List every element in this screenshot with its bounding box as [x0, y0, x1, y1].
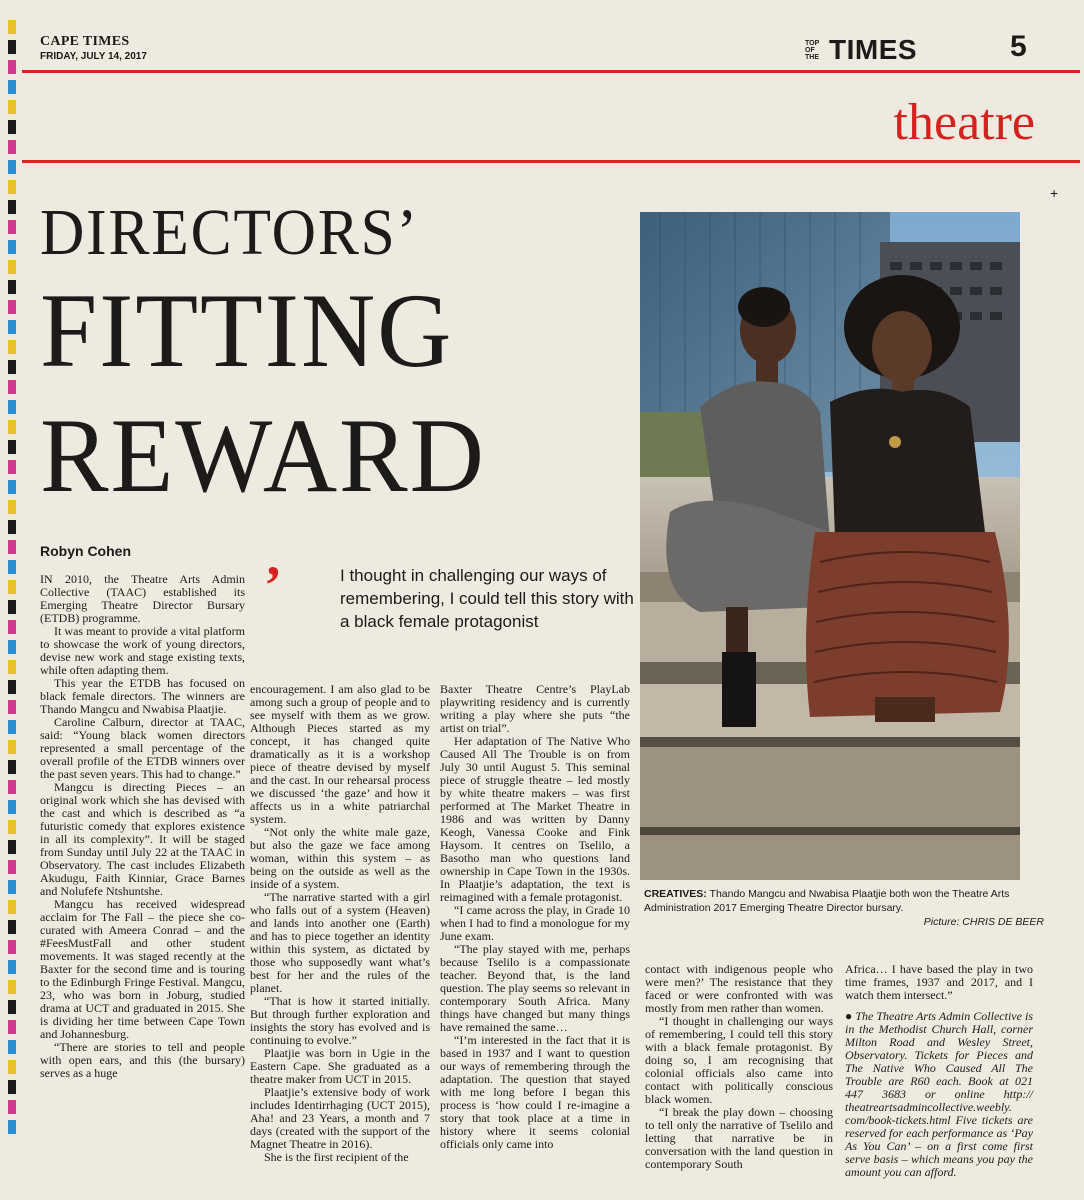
page-number: 5: [1010, 30, 1027, 63]
caption-label: CREATIVES:: [644, 888, 707, 900]
paragraph: It was meant to provide a vital platform to showcase the work of young directors, devise new work and stage existing texts, while often adapting them.: [40, 624, 245, 677]
logo-word-of: OF: [805, 46, 815, 54]
headline-line-1: DIRECTORS’: [40, 196, 419, 269]
article-column-1: [40, 573, 245, 1080]
event-info: ● The Theatre Arts Admin Collective is in the Methodist Church Hall, corner Milton Road and Wesley Street, Observatory. Tickets for Pieces and The Native Who Caused All The Trouble are R60 each. Book at 021 447 3683 or online http:// theatreartsadmincollective.weebly. com/book-tickets.html Five tickets are reserved for each performance as ‘Pay As You Can’ – on a first come first serve basis – which means you pay the amount you can afford.: [845, 1009, 1033, 1179]
paragraph: This year the ETDB has focused on black female directors. The winners are Thando Mangcu and Nwabisa Plaatjie.: [40, 676, 245, 716]
paragraph: contact with indigenous people who were men?’ The resistance that they faced or were confronted with was mostly from men rather than women.: [645, 962, 833, 1015]
section-title: theatre: [893, 94, 1035, 151]
photo-caption: [644, 887, 1044, 929]
paragraph: “The play stayed with me, perhaps because Tselilo is a compassionate teacher. Beyond that, is the land question. The play seems so relevant in contemporary South Africa. Many things have changed but many things have remained the same…: [440, 942, 630, 1034]
paragraph: “There are stories to tell and people with open ears, and this (the bursary) serves as a huge: [40, 1040, 245, 1080]
photo-two-women-directors: [640, 212, 1020, 880]
paragraph: Her adaptation of The Native Who Caused All The Trouble is on from July 30 until August 5. This seminal piece of struggle theatre – led mostly by white theatre makers – was first performed at The Market Theatre in 1986 and was written by Danny Keogh, Vanessa Cooke and Fink Haysom. It centres on Tselilo, a Basotho man who questions land ownership in Cape Town in the 1930s. In Plaatjie’s adaptation, the text is reimagined with a female protagonist.: [440, 734, 630, 904]
article-column-4: [645, 963, 833, 1171]
registration-color-marks: [8, 20, 16, 1190]
pull-quote-text: I thought in challenging our ways of remembering, I could tell this story with a black female protagonist: [340, 566, 634, 631]
headline-line-2: FITTING: [40, 272, 454, 389]
top-of-the-times-logo: [805, 34, 917, 66]
paragraph: Caroline Calburn, director at TAAC, said: “Young black women directors represented a small percentage of the overall profile of the ETDB winners over the past seven years. This had to change.”: [40, 715, 245, 781]
headline-line-3: REWARD: [40, 397, 486, 514]
paragraph: “I thought in challenging our ways of remembering, I could tell this story with a black female protagonist. By doing so, I am recognising that colonial officials also came into contact with politically conscious black women.: [645, 1014, 833, 1106]
paragraph: Mangcu is directing Pieces – an original work which she has devised with the cast and which is described as “a futuristic comedy that explores existence in all its complexity”. It will be staged from Sunday until July 22 at the TAAC in Observatory. The cast includes Elizabeth Akudugu, Faith Kinniar, Grace Barnes and Nolufefe Ntshuntshe.: [40, 780, 245, 898]
logo-word-times: TIMES: [829, 34, 918, 65]
paragraph: “I break the play down – choosing to tell only the narrative of Tselilo and letting that narrative be in conversation with the land question in contemporary South: [645, 1105, 833, 1171]
paper-name: CAPE TIMES: [40, 34, 130, 49]
paragraph: “That is how it started initially. But through further exploration and insights the story has evolved and is continuing to evolve.”: [250, 994, 430, 1047]
top-of-the-label: [805, 40, 829, 61]
masthead: [40, 34, 147, 62]
paragraph: Plaatjie was born in Ugie in the Eastern Cape. She graduated as a theatre maker from UCT in 2015.: [250, 1046, 430, 1086]
paragraph: encouragement. I am also glad to be among such a group of people and to see myself with them as we grow. Although Pieces started as my concept, it has changed quite dramatically as it is a workshop piece of theatre devised by myself and the cast. In our rehearsal process we discussed ‘the gaze’ and how it affects us in a white patriarchal system.: [250, 682, 430, 826]
byline: Robyn Cohen: [40, 543, 131, 559]
logo-word-top: TOP: [805, 39, 820, 47]
paragraph: Plaatjie’s extensive body of work includes Identirrhaging (UCT 2015), Aha! and 23 Years, a month and 7 days (created with the support of the Magnet Theatre in 2016).: [250, 1085, 430, 1151]
paragraph: Baxter Theatre Centre’s PlayLab playwriting residency and is currently writing a play where she puts “the artist on trial”.: [440, 682, 630, 735]
article-column-3: [440, 683, 630, 1151]
registration-tick: +: [1050, 185, 1059, 201]
paragraph: “I came across the play, in Grade 10 when I had to find a monologue for my June exam.: [440, 903, 630, 943]
logo-word-the: THE: [805, 53, 819, 61]
photo-credit: Picture: CHRIS DE BEER: [923, 916, 1044, 928]
article-column-2: [250, 683, 430, 1164]
paragraph: “I’m interested in the fact that it is based in 1937 and I want to question our ways of remembering through the adaptation. The question that stayed with me long before I began this process is ‘how could I re-imagine a story that took place at a time in history where it seems colonial officials only came into: [440, 1033, 630, 1151]
paragraph: “The narrative started with a girl who falls out of a system (Heaven) and lands into another one (Earth) and has to piece together an identity within this system, as dictated by those who supposedly want what’s best for her and the rules of the planet.: [250, 890, 430, 995]
paragraph: IN 2010, the Theatre Arts Admin Collective (TAAC) established its Emerging Theatre Director Bursary (ETDB) programme.: [40, 572, 245, 625]
header-rule: [22, 70, 1080, 73]
paragraph: She is the first recipient of the: [264, 1150, 409, 1164]
section-rule: [22, 160, 1080, 163]
pull-quote-mark: ’: [264, 555, 282, 615]
paragraph: Mangcu has received widespread acclaim for The Fall – the piece she co-curated with Ameera Conrad – and the #FeesMustFall and other student movements. It was staged recently at the Baxter for the second time and is touring to the Edinburgh Fringe Festival. Mangcu, 23, who was born in Joburg, studied drama at UCT and graduated in 2015. She is dividing her time between Cape Town and Johannesburg.: [40, 897, 245, 1041]
caption-text: Thando Mangcu and Nwabisa Plaatjie both won the Theatre Arts Administration 2017 Emerging Theatre Director bursary.: [644, 888, 1010, 914]
article-column-5: [845, 963, 1033, 1179]
paragraph: Africa… I have based the play in two time frames, 1937 and 2017, and I watch them intersect.”: [845, 962, 1033, 1002]
paragraph: “Not only the white male gaze, but also the gaze we face among woman, within this system – as being on the outside as well as the inside of a system.: [250, 825, 430, 891]
issue-date: FRIDAY, JULY 14, 2017: [40, 51, 147, 62]
